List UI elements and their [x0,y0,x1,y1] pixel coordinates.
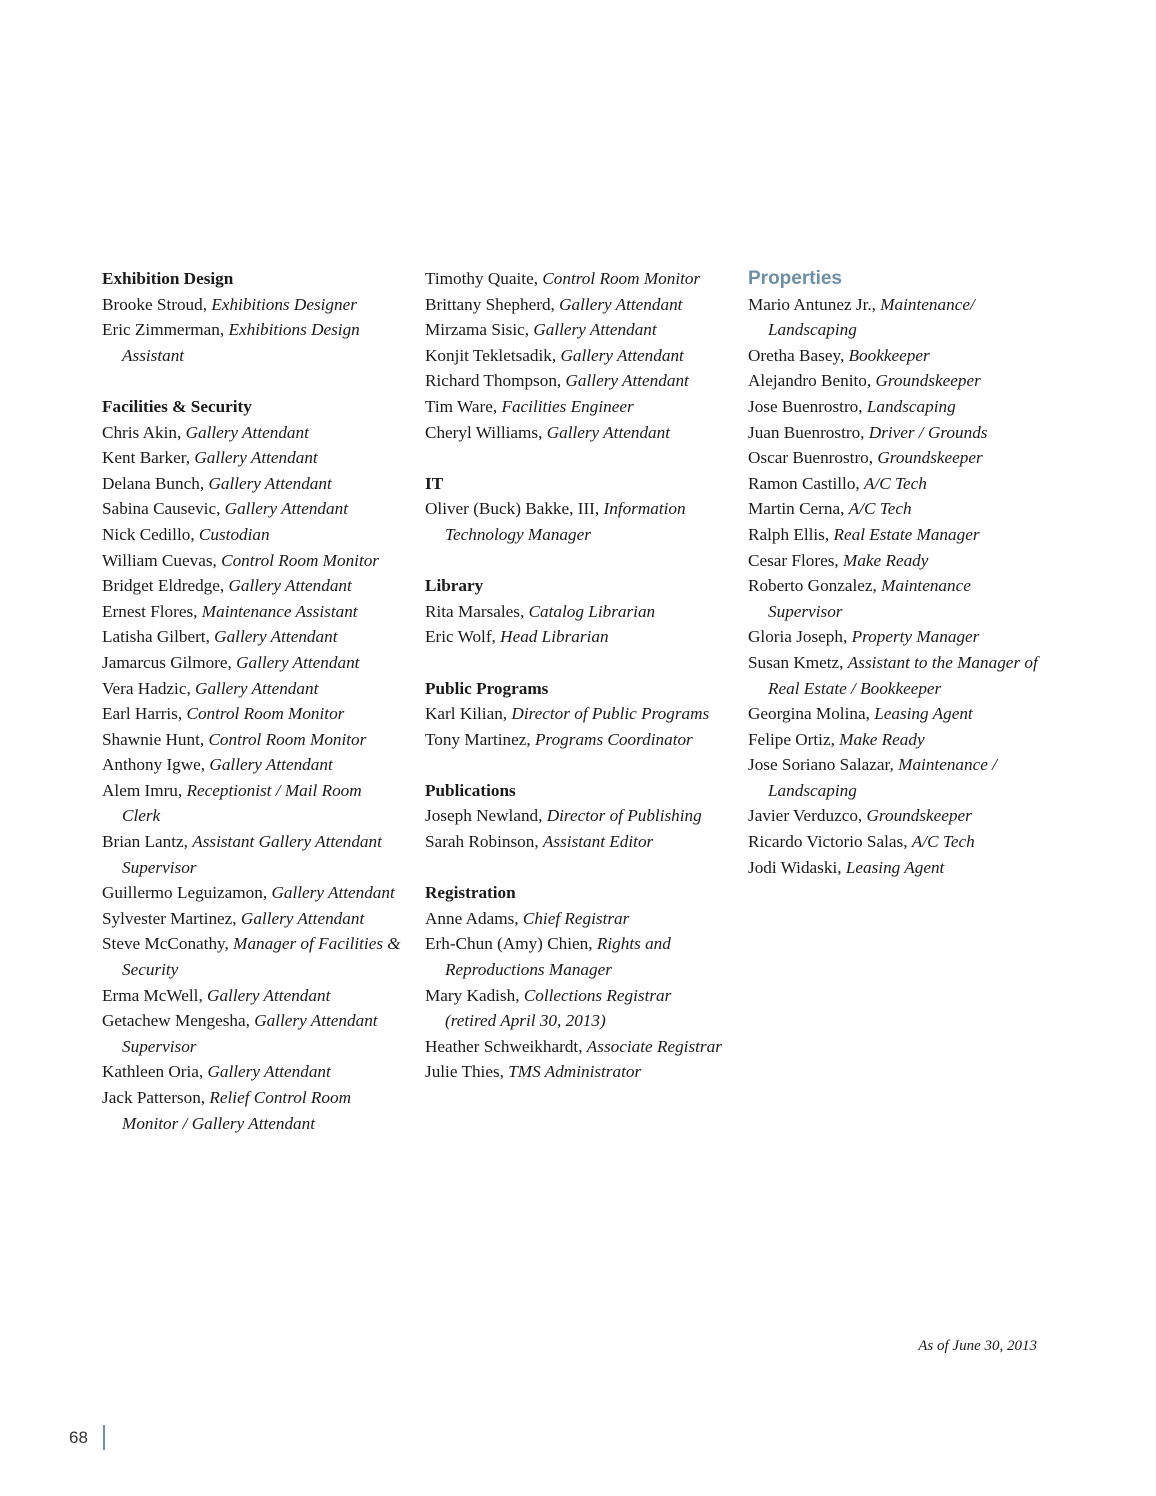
staff-section [102,266,402,368]
staff-role: Bookkeeper [848,345,930,365]
staff-entry [425,727,725,753]
staff-name: Mary Kadish, [425,985,524,1005]
staff-role: Information Technology Manager [445,499,686,544]
staff-name: Jack Patterson, [102,1088,210,1107]
staff-name: Richard Thompson, [425,371,566,391]
staff-name: Jose Soriano Salazar, [748,755,899,775]
staff-entry [102,1008,402,1059]
staff-name: Mirzama Sisic, [425,320,534,340]
staff-entry [102,906,402,932]
staff-role: Maintenance/ Landscaping [768,294,975,340]
page-number: 68 [69,1428,88,1447]
staff-role: Maintenance Assistant [201,601,358,621]
staff-name: Sabina Causevic, [102,499,225,519]
staff-entry [748,522,1038,548]
staff-entry [102,420,402,446]
staff-name: Juan Buenrostro, [748,422,869,442]
staff-entry [102,1085,402,1136]
staff-name: Earl Harris, [102,704,187,724]
staff-role: Gallery Attendant [559,294,683,314]
staff-name: Joseph Newland, [425,806,547,826]
staff-role: Gallery Attendant [240,908,365,928]
staff-name: Brittany Shepherd, [425,294,560,314]
staff-role: Gallery Attendant Supervisor [122,1011,378,1056]
staff-name: Ralph Ellis, [748,524,834,544]
as-of-date: As of June 30, 2013 [918,1338,1037,1354]
staff-name: Getachew Mengesha, [102,1011,255,1031]
staff-name: Oretha Basey, [748,345,849,365]
staff-name: William Cuevas, [102,550,222,570]
section-heading: Publications [425,780,516,800]
staff-section [425,880,725,1085]
staff-name: Shawnie Hunt, [102,729,209,749]
staff-role: Control Room Monitor [208,729,367,749]
staff-entry [102,496,402,522]
staff-entry [102,548,402,574]
staff-entry [748,343,1038,369]
staff-name: Chris Akin, [102,422,186,442]
staff-name: Heather Schweikhardt, [425,1036,587,1056]
section-heading: Exhibition Design [102,269,234,288]
staff-name: Karl Kilian, [425,704,512,724]
staff-role: Gallery Attendant [546,422,671,442]
staff-role: Head Librarian [500,627,609,647]
staff-entry [748,624,1038,650]
staff-name: Anthony Igwe, [102,755,210,775]
column-1 [102,266,402,1162]
staff-name: Alem Imru, [102,780,187,800]
staff-entry [102,829,402,880]
staff-name: Steve McConathy, [102,934,234,954]
staff-role: Groundskeeper [866,806,972,826]
staff-role: Associate Registrar [586,1036,722,1056]
staff-role: Gallery Attendant [224,499,348,519]
column-3 [748,266,1038,906]
staff-name: Kathleen Oria, [102,1062,208,1082]
staff-role: Property Manager [851,627,980,647]
staff-role: Chief Registrar [522,908,630,928]
staff-role: Director of Publishing [546,806,702,826]
staff-section [102,394,402,1136]
staff-entry [748,496,1038,522]
staff-name: Oliver (Buck) Bakke, III, [425,499,604,519]
staff-entry [102,931,402,982]
staff-name: Guillermo Leguizamon, [102,883,272,903]
staff-entry [102,573,402,599]
staff-name: Ricardo Victorio Salas, [748,832,912,852]
column-2 [425,266,725,1111]
staff-entry [102,445,402,471]
staff-name: Kent Barker, [102,448,195,468]
staff-name: Erma McWell, [102,985,208,1005]
staff-role: Gallery Attendant [533,320,657,340]
staff-role: Exhibitions Designer [211,294,357,314]
staff-role: Gallery Attendant [207,1062,331,1082]
staff-entry [102,317,402,368]
staff-role: Relief Control Room Monitor / Gallery Attendant [122,1088,352,1133]
staff-entry [425,368,725,394]
staff-entry [102,880,402,906]
staff-role: Gallery Attendant [194,448,318,468]
section-heading: IT [425,473,444,493]
staff-name: Nick Cedillo, [102,524,199,544]
staff-entry [748,445,1038,471]
staff-role: Control Room Monitor [221,550,380,570]
staff-entry [748,752,1038,803]
staff-role: Rights and Reproductions Manager [445,934,671,980]
staff-name: Brooke Stroud, [102,294,212,314]
section-heading: Properties [748,268,842,289]
staff-entry [425,266,725,292]
staff-name: Vera Hadzic, [102,678,196,698]
staff-name: Sarah Robinson, [425,832,543,852]
staff-role: Make Ready [843,550,929,570]
staff-entry [425,317,725,343]
staff-role: Groundskeeper [875,371,981,391]
staff-name: Eric Wolf, [425,627,501,647]
section-heading: Public Programs [425,678,549,698]
staff-name: Gloria Joseph, [748,627,852,647]
staff-entry [748,292,1038,343]
page-number-rule [103,1425,105,1450]
staff-entry [102,624,402,650]
staff-name: Mario Antunez Jr., [748,294,881,314]
staff-role: Gallery Attendant [271,883,395,903]
staff-name: Javier Verduzco, [748,806,867,826]
staff-name: Tony Martinez, [425,729,536,749]
staff-name: Ernest Flores, [102,601,202,621]
staff-role: Make Ready [839,729,925,749]
staff-section [425,471,725,548]
staff-name: Oscar Buenrostro, [748,448,878,468]
section-heading: Library [425,576,484,596]
staff-entry [748,394,1038,420]
staff-name: Sylvester Martinez, [102,908,241,928]
staff-entry [425,624,725,650]
staff-role: Assistant to the Manager of Real Estate / Bookkeeper [768,652,1038,698]
staff-entry [425,701,725,727]
staff-entry [425,599,725,625]
staff-entry [102,727,402,753]
staff-role: Leasing Agent [874,704,973,724]
staff-role: Gallery Attendant [185,422,309,442]
staff-role: Control Room Monitor [186,704,345,724]
staff-entry [102,650,402,676]
staff-name: Felipe Ortiz, [748,729,840,749]
section-heading: Registration [425,883,516,903]
staff-name: Roberto Gonzalez, [748,576,882,596]
staff-name: Georgina Molina, [748,704,875,724]
staff-entry [748,650,1038,701]
staff-entry [102,522,402,548]
staff-role: Real Estate Manager [833,524,980,544]
staff-entry [425,931,725,982]
staff-entry [425,496,725,547]
staff-name: Alejandro Benito, [748,371,876,391]
staff-entry [102,1059,402,1085]
staff-role: Collections Registrar (retired April 30, 2013) [445,985,672,1031]
staff-name: Delana Bunch, [102,473,209,493]
staff-name: Tim Ware, [425,396,502,416]
staff-entry [425,1034,725,1060]
staff-section [425,676,725,753]
staff-role: Facilities Engineer [501,396,634,416]
staff-role: Director of Public Programs [511,704,710,724]
staff-name: Cesar Flores, [748,550,843,570]
staff-entry [748,855,1038,881]
staff-entry [748,420,1038,446]
staff-name: Ramon Castillo, [748,473,865,493]
staff-role: Gallery Attendant [214,627,338,647]
staff-name: Konjit Tekletsadik, [425,345,561,365]
staff-section [425,266,725,445]
staff-name: Julie Thies, [425,1062,509,1082]
staff-section [425,573,725,650]
staff-entry [425,394,725,420]
staff-entry [102,701,402,727]
staff-entry [425,343,725,369]
staff-role: Assistant Editor [542,832,654,852]
staff-entry [748,548,1038,574]
staff-role: Control Room Monitor [542,269,701,288]
staff-entry [425,292,725,318]
section-heading: Facilities & Security [102,396,252,416]
staff-role: Gallery Attendant [228,576,352,596]
staff-entry [425,1059,725,1085]
staff-role: Gallery Attendant [560,345,684,365]
staff-section [748,266,1038,880]
staff-role: Gallery Attendant [195,678,319,698]
staff-entry [748,573,1038,624]
staff-name: Bridget Eldredge, [102,576,229,596]
staff-entry [425,829,725,855]
staff-role: Assistant Gallery Attendant Supervisor [122,832,382,877]
staff-role: A/C Tech [848,499,912,519]
staff-name: Rita Marsales, [425,601,529,621]
staff-role: Receptionist / Mail Room Clerk [122,780,362,826]
staff-role: Leasing Agent [845,857,945,877]
staff-entry [425,420,725,446]
staff-entry [748,829,1038,855]
staff-name: Martin Cerna, [748,499,849,519]
staff-entry [102,599,402,625]
staff-entry [102,676,402,702]
staff-entry [425,803,725,829]
staff-role: Maintenance Supervisor [768,576,971,621]
staff-role: Driver / Grounds [868,422,988,442]
staff-role: Catalog Librarian [528,601,656,621]
staff-entry [102,752,402,778]
staff-name: Erh-Chun (Amy) Chien, [425,934,597,954]
staff-entry [102,983,402,1009]
staff-name: Timothy Quaite, [425,269,543,288]
staff-entry [748,803,1038,829]
staff-role: Landscaping [866,396,956,416]
staff-role: Gallery Attendant [208,473,332,493]
staff-role: A/C Tech [864,473,927,493]
staff-entry [748,471,1038,497]
staff-role: Manager of Facilities & Security [122,934,401,980]
staff-name: Anne Adams, [425,908,523,928]
staff-role: Exhibitions Design Assistant [122,320,360,365]
staff-name: Jose Buenrostro, [748,396,867,416]
staff-role: Gallery Attendant [565,371,689,391]
staff-name: Brian Lantz, [102,832,193,852]
staff-role: Custodian [198,524,270,544]
staff-name: Susan Kmetz, [748,652,848,672]
staff-name: Jamarcus Gilmore, [102,652,237,672]
staff-entry [425,983,725,1034]
staff-entry [748,701,1038,727]
staff-entry [102,778,402,829]
staff-role: A/C Tech [911,832,975,852]
staff-name: Eric Zimmerman, [102,320,229,340]
staff-role: Gallery Attendant [209,755,333,775]
staff-entry [425,906,725,932]
staff-name: Jodi Widaski, [748,857,846,877]
staff-entry [102,471,402,497]
staff-role: Gallery Attendant [236,652,360,672]
staff-entry [748,727,1038,753]
staff-role: Groundskeeper [877,448,983,468]
staff-role: Maintenance / Landscaping [768,755,997,800]
staff-entry [748,368,1038,394]
staff-role: Gallery Attendant [207,985,331,1005]
staff-role: Programs Coordinator [535,729,693,749]
staff-section [425,778,725,855]
staff-name: Latisha Gilbert, [102,627,215,647]
staff-role: TMS Administrator [508,1062,642,1082]
staff-entry [102,292,402,318]
staff-name: Cheryl Williams, [425,422,547,442]
